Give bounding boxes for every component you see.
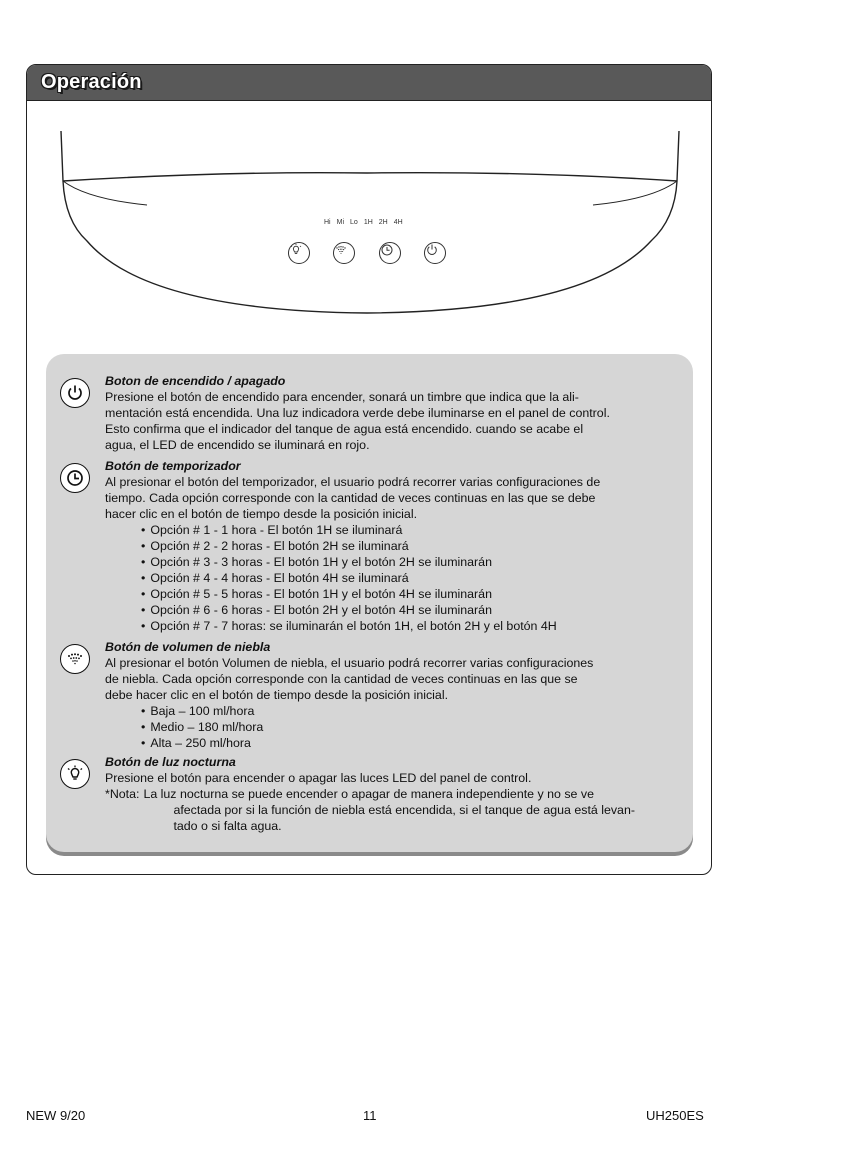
note-label: *Nota: [105,787,140,801]
led-indicator-labels [324,219,403,226]
list-item: • Opción # 4 - 4 horas - El botón 4H se iluminará [105,570,685,586]
text-line: de niebla. Cada opción corresponde con la cantidad de veces continuas en las que se [105,672,578,686]
list-item: • Opción # 5 - 5 horas - El botón 1H y el botón 4H se iluminarán [105,586,685,602]
section-header [27,65,711,101]
text-line: tiempo. Cada opción corresponde con la cantidad de veces continuas en las que se debe [105,491,596,505]
led-label-mi: Mi [336,219,345,226]
text-line: Presione el botón de encendido para encender, sonará un timbre que indica que la ali- [105,390,579,404]
night-light-icon [60,759,90,789]
mist-button-description [105,639,685,751]
power-icon [425,243,439,257]
text-line: Esto confirma que el indicador del tanque de agua está encendido. cuando se acabe el [105,422,584,436]
text-line: hacer clic en el botón de tiempo desde la posición inicial. [105,507,418,521]
device-mist-button [333,242,355,264]
note [105,786,685,834]
footer-revision: NEW 9/20 [26,1108,86,1123]
mist-icon [60,644,90,674]
list-item: • Opción # 3 - 3 horas - El botón 1H y el botón 2H se iluminarán [105,554,685,570]
text-line: debe hacer clic en el botón de tiempo desde la posición inicial. [105,688,449,702]
text-line: agua, el LED de encendido se iluminará en rojo. [105,438,370,452]
device-control-panel-illustration [27,101,712,361]
timer-options-list [105,522,685,634]
list-item: • Medio – 180 ml/hora [105,719,685,735]
timer-button-description [105,458,685,634]
power-icon [60,378,90,408]
text-line: tado o si falta agua. [173,819,282,833]
led-label-2h: 2H [378,219,388,226]
device-power-button [424,242,446,264]
mist-levels-list [105,703,685,751]
night-light-button-description [105,754,685,834]
led-label-4h: 4H [393,219,403,226]
timer-icon [60,463,90,493]
note-text [143,786,635,834]
text-line: Al presionar el botón del temporizador, el usuario podrá recorrer varias configuraciones de [105,475,601,489]
led-label-1h: 1H [363,219,373,226]
led-label-hi: Hi [324,219,331,226]
text-line: La luz nocturna se puede encender o apagar de manera independiente y no se ve [143,787,594,801]
timer-icon [380,243,394,257]
power-button-description [105,373,685,453]
humidifier-outline [27,101,712,361]
mist-icon [334,243,348,257]
list-item: • Opción # 7 - 7 horas: se iluminarán el botón 1H, el botón 2H y el botón 4H [105,618,685,634]
section-heading: Botón de luz nocturna [105,755,236,769]
text-line: mentación está encendida. Una luz indicadora verde debe iluminarse en el panel de control. [105,406,610,420]
list-item: • Alta – 250 ml/hora [105,735,685,751]
list-item: • Opción # 2 - 2 horas - El botón 2H se iluminará [105,538,685,554]
section-heading: Botón de temporizador [105,459,241,473]
section-heading: Botón de volumen de niebla [105,640,271,654]
device-night-light-button [288,242,310,264]
list-item: • Opción # 1 - 1 hora - El botón 1H se iluminará [105,522,685,538]
list-item: • Opción # 6 - 6 horas - El botón 2H y el botón 4H se iluminarán [105,602,685,618]
text-line: Al presionar el botón Volumen de niebla, el usuario podrá recorrer varias configuraciones [105,656,594,670]
list-item: • Baja – 100 ml/hora [105,703,685,719]
night-light-icon [289,243,303,257]
led-label-lo: Lo [350,219,358,226]
button-descriptions-panel [46,354,693,852]
footer-model-number: UH250ES [646,1108,704,1123]
text-line: afectada por si la función de niebla está encendida, si el tanque de agua está levan- [173,803,635,817]
device-timer-button [379,242,401,264]
section-heading: Boton de encendido / apagado [105,374,286,388]
footer-page-number: 11 [363,1108,377,1123]
text-line: Presione el botón para encender o apagar las luces LED del panel de control. [105,771,532,785]
section-title: Operación [41,71,142,93]
